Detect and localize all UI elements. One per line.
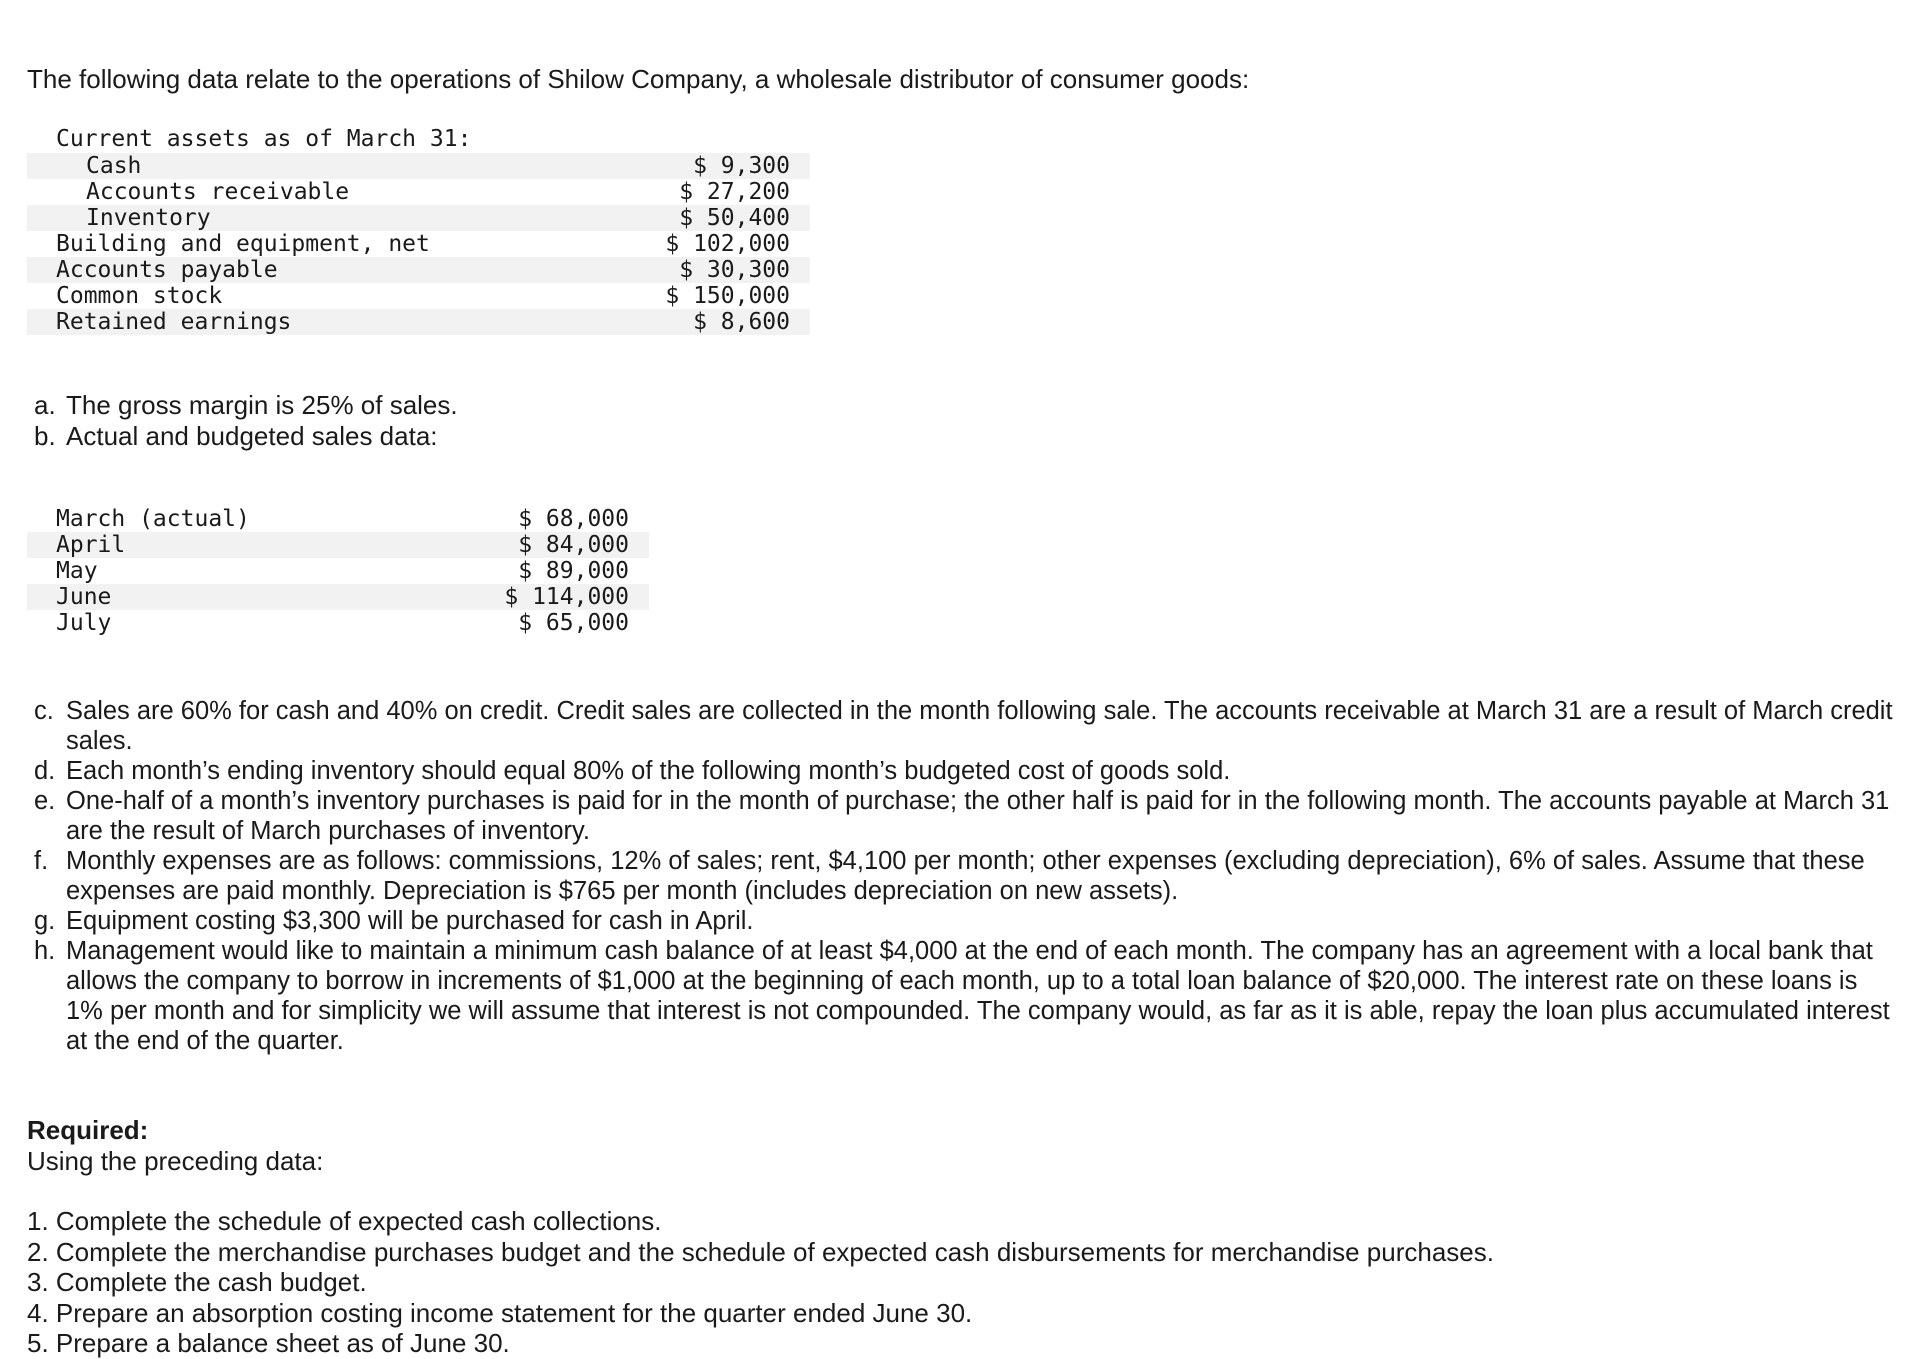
balance-value: $ 8,600 — [693, 309, 790, 335]
balance-row — [27, 179, 810, 205]
sales-month: March (actual) — [56, 506, 250, 532]
note-item — [34, 906, 1900, 936]
sales-month: April — [56, 532, 126, 558]
requirement-item: 5. Prepare a balance sheet as of June 30. — [27, 1328, 510, 1358]
note-item — [34, 846, 1900, 906]
requirement-item: 3. Complete the cash budget. — [27, 1267, 367, 1297]
sales-value: $ 65,000 — [518, 610, 629, 636]
sales-row — [27, 532, 649, 558]
balance-value: $ 27,200 — [679, 179, 790, 205]
sales-value: $ 84,000 — [518, 532, 629, 558]
note-text: The gross margin is 25% of sales. — [66, 390, 458, 420]
note-text: One-half of a month’s inventory purchases is paid for in the month of purchase; the other half is paid for in the following month. The accounts payable at March 31 are the result of March purchases of inventory. — [66, 787, 1890, 845]
note-text: Monthly expenses are as follows: commissions, 12% of sales; rent, $4,100 per month; other expenses (excluding depreciation), 6% of sales. Assume that these expenses are paid monthly. Depreciation is $765 per month (includes depreciation on new assets). — [66, 847, 1865, 905]
note-text: Equipment costing $3,300 will be purchased for cash in April. — [66, 907, 754, 935]
balance-row — [27, 257, 810, 283]
balance-label: Building and equipment, net — [56, 231, 430, 257]
note-letter: d. — [34, 757, 56, 785]
requirement-item: 1. Complete the schedule of expected cash collections. — [27, 1206, 662, 1236]
note-item — [34, 390, 458, 421]
requirement-item: 2. Complete the merchandise purchases budget and the schedule of expected cash disbursements for merchandise purchases. — [27, 1236, 1494, 1267]
balance-row — [27, 205, 810, 231]
sales-value: $ 114,000 — [504, 584, 629, 610]
intro-text: The following data relate to the operations of Shilow Company, a wholesale distributor of consumer goods: — [27, 64, 1250, 94]
sales-month: July — [56, 610, 112, 636]
note-letter: b. — [34, 421, 56, 451]
balance-value: $ 50,400 — [679, 205, 790, 231]
balance-value: $ 102,000 — [665, 231, 790, 257]
sales-row — [27, 584, 649, 610]
sales-month: May — [56, 558, 98, 584]
note-letter: a. — [34, 390, 56, 420]
note-item — [34, 756, 1900, 786]
balance-row — [27, 231, 810, 257]
balance-value: $ 150,000 — [665, 283, 790, 309]
balance-value: $ 30,300 — [679, 257, 790, 283]
sales-table — [27, 506, 649, 636]
note-letter: h. — [34, 937, 56, 965]
note-text: Actual and budgeted sales data: — [66, 421, 438, 451]
sales-row — [27, 610, 649, 636]
balance-label: Cash — [86, 153, 142, 179]
notes-ab — [34, 390, 458, 452]
balance-row — [27, 153, 810, 179]
note-text: Management would like to maintain a minimum cash balance of at least $4,000 at the end of each month. The company has an agreement with a local bank that allows the company to borrow in increments of $1,000 at the beginning of each month, up to a total loan balance of $20,000. The interest rate on these loans is 1% per month and for simplicity we will assume that interest is not compounded. The company would, as far as it is able, repay the loan plus accumulated interest at the end of the quarter. — [66, 937, 1890, 1055]
note-item — [34, 421, 458, 452]
note-text: Each month’s ending inventory should equal 80% of the following month’s budgeted cost of goods sold. — [66, 757, 1231, 785]
notes-ch — [34, 696, 1900, 1056]
sales-month: June — [56, 584, 112, 610]
note-text: Sales are 60% for cash and 40% on credit. Credit sales are collected in the month following sale. The accounts receivable at March 31 are a result of March credit sales. — [66, 697, 1893, 755]
note-item — [34, 786, 1900, 846]
note-item — [34, 936, 1900, 1056]
requirement-item: 4. Prepare an absorption costing income statement for the quarter ended June 30. — [27, 1297, 973, 1328]
balance-table — [27, 125, 810, 335]
balance-label: Inventory — [86, 205, 211, 231]
balance-label: Accounts receivable — [86, 179, 350, 205]
balance-row — [27, 283, 810, 309]
balance-label: Common stock — [56, 283, 223, 309]
note-letter: e. — [34, 787, 56, 815]
note-letter: f. — [34, 847, 49, 875]
required-subtitle: Using the preceding data: — [27, 1146, 324, 1176]
sales-row — [27, 506, 649, 532]
sales-row — [27, 558, 649, 584]
note-letter: c. — [34, 697, 54, 725]
required-title: Required: — [27, 1115, 149, 1145]
requirements-list — [27, 1206, 1494, 1359]
balance-heading: Current assets as of March 31: — [56, 126, 472, 152]
sales-value: $ 68,000 — [518, 506, 629, 532]
balance-row — [27, 309, 810, 335]
balance-value: $ 9,300 — [693, 153, 790, 179]
note-item — [34, 696, 1900, 756]
note-letter: g. — [34, 907, 56, 935]
balance-label: Accounts payable — [56, 257, 278, 283]
required-section — [27, 1115, 323, 1177]
balance-label: Retained earnings — [56, 309, 292, 335]
sales-value: $ 89,000 — [518, 558, 629, 584]
